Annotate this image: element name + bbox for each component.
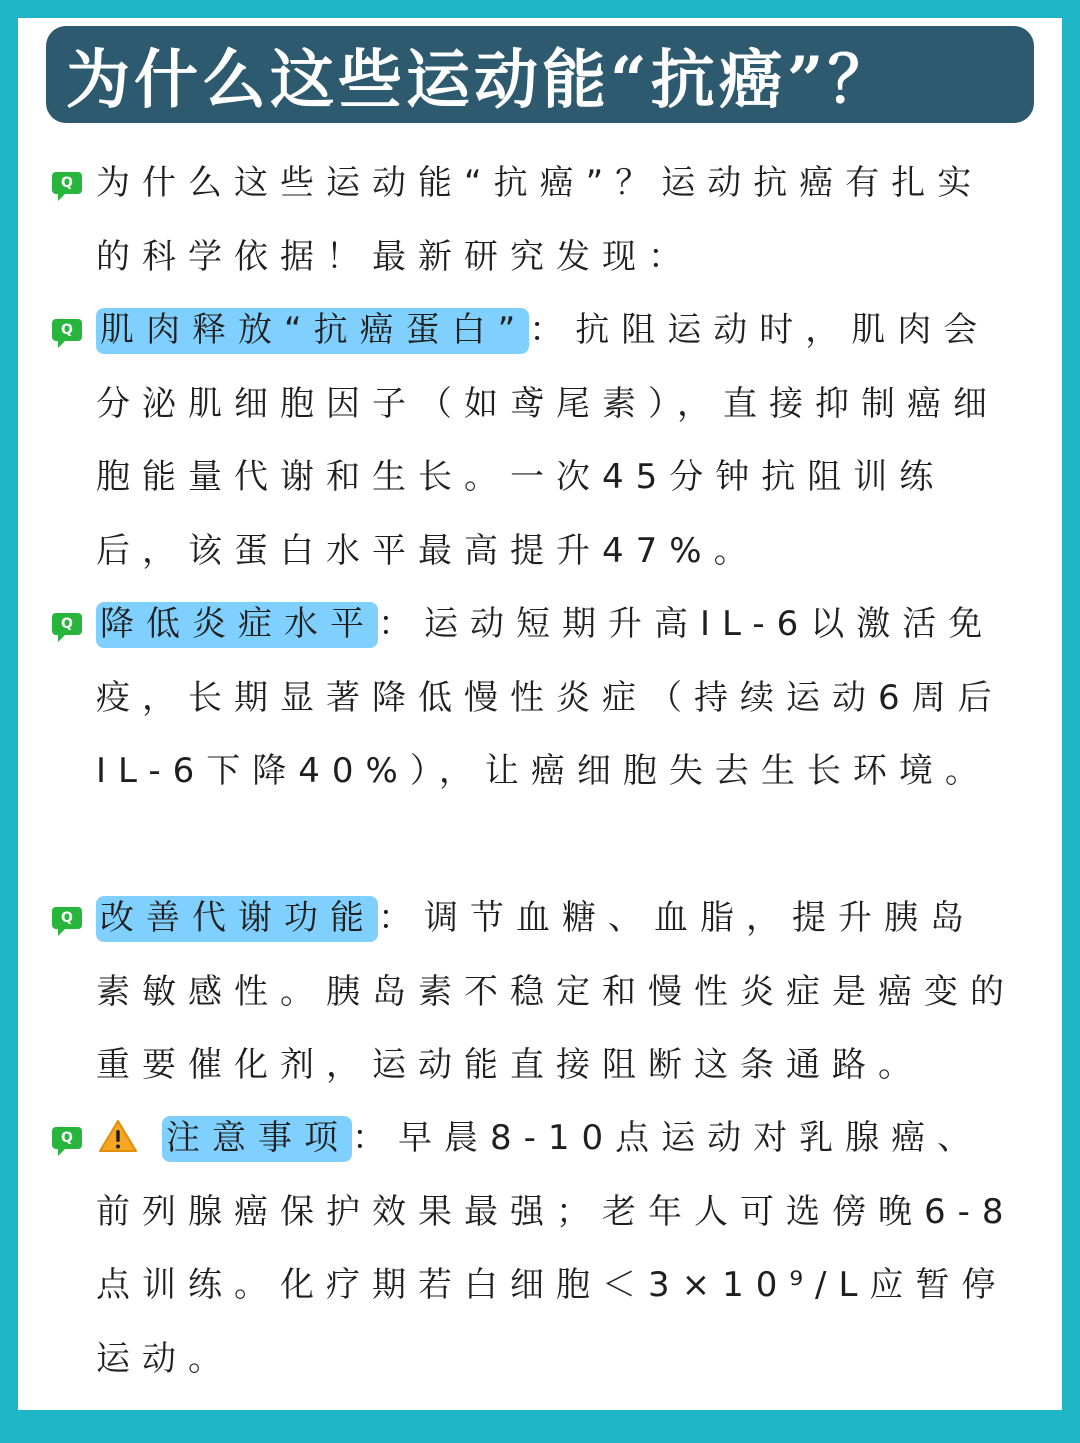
q-badge-icon: Q — [52, 172, 82, 194]
q-badge-icon: Q — [52, 613, 82, 635]
section-heading-highlight: 注意事项 — [162, 1116, 352, 1162]
section-metabolism — [96, 882, 1016, 1103]
intro-text: 为什么这些运动能“抗癌”？运动抗癌有扎实的科学依据！最新研究发现： — [96, 163, 984, 277]
intro-paragraph — [96, 147, 1016, 294]
q-badge-icon: Q — [52, 319, 82, 341]
section-precautions — [96, 1102, 1016, 1396]
warning-icon — [98, 1119, 138, 1153]
section-inflammation — [96, 588, 1016, 809]
section-heading-highlight: 改善代谢功能 — [96, 896, 378, 942]
section-body-text: ：调节血糖、血脂，提升胰岛素敏感性。胰岛素不稳定和慢性炎症是癌变的重要催化剂，运动能直接阻断这条通路。 — [96, 898, 1016, 1085]
content-card — [18, 18, 1062, 1410]
section-body-text: ：早晨8-10点运动对乳腺癌、前列腺癌保护效果最强；老年人可选傍晚6-8点训练。化疗期若白细胞＜3×10⁹/L应暂停运动。 — [96, 1118, 1016, 1379]
section-heading-highlight: 降低炎症水平 — [96, 602, 378, 648]
page-title: 为什么这些运动能“抗癌”？ — [66, 42, 896, 118]
section-body-text: ：抗阻运动时，肌肉会分泌肌细胞因子（如鸢尾素），直接抑制癌细胞能量代谢和生长。一次45分钟抗阻训练后，该蛋白水平最高提升47%。 — [96, 310, 999, 571]
section-body-text: ：运动短期升高IL-6以激活免疫，长期显著降低慢性炎症（持续运动6周后IL-6下降40%），让癌细胞失去生长环境。 — [96, 604, 1004, 791]
title-banner — [46, 26, 1034, 123]
section-muscle-protein — [96, 294, 1016, 588]
section-heading-highlight: 肌肉释放“抗癌蛋白” — [96, 308, 529, 354]
q-badge-icon: Q — [52, 1127, 82, 1149]
q-badge-icon: Q — [52, 907, 82, 929]
